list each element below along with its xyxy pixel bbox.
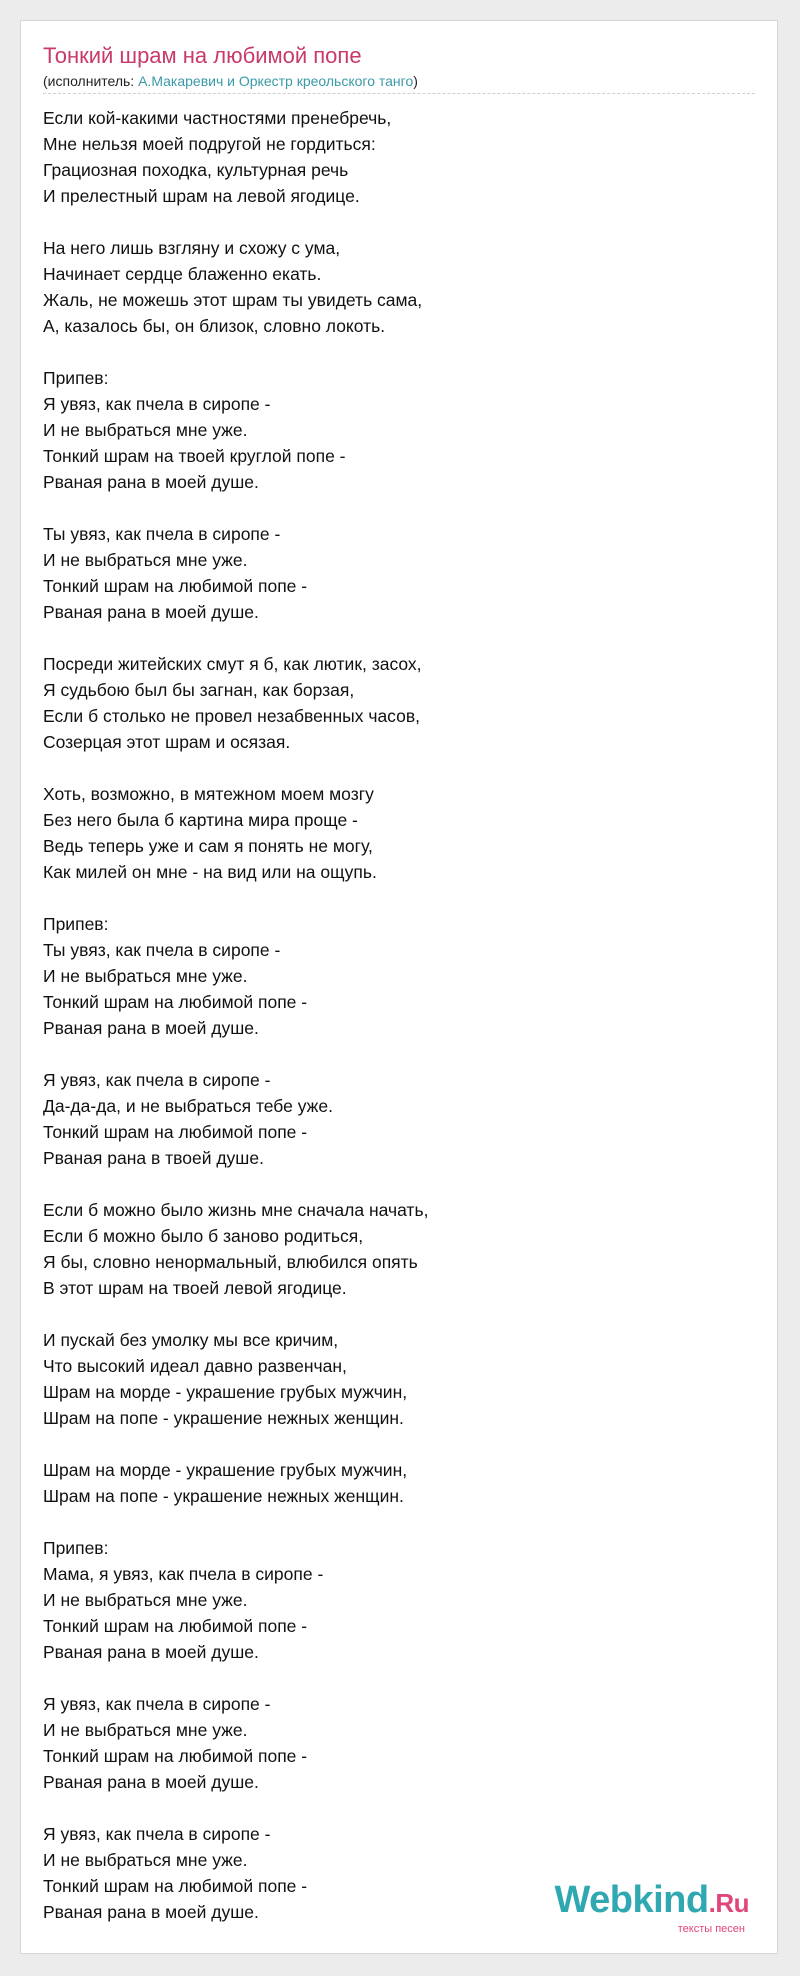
- lyric-line: Грациозная походка, культурная речь: [43, 160, 349, 180]
- lyric-line: Тонкий шрам на любимой попе -: [43, 576, 308, 596]
- lyric-line: Я увяз, как пчела в сиропе -: [43, 1694, 271, 1714]
- stanza: [43, 235, 743, 339]
- lyric-line: Жаль, не можешь этот шрам ты увидеть сама,: [43, 290, 423, 310]
- lyric-line: И не выбраться мне уже.: [43, 1590, 248, 1610]
- stanza: [43, 911, 743, 1041]
- lyric-line: Начинает сердце блаженно екать.: [43, 264, 322, 284]
- lyrics-card: [20, 20, 778, 1954]
- lyric-line: Без него была б картина мира проще -: [43, 810, 358, 830]
- lyric-line: Тонкий шрам на любимой попе -: [43, 1122, 308, 1142]
- lyric-line: Рваная рана в моей душе.: [43, 472, 259, 492]
- lyric-line: Мне нельзя моей подругой не гордиться:: [43, 134, 376, 154]
- lyric-line: Да-да-да, и не выбраться тебе уже.: [43, 1096, 333, 1116]
- performer-prefix: (исполнитель:: [43, 73, 139, 89]
- lyric-line: Мама, я увяз, как пчела в сиропе -: [43, 1564, 324, 1584]
- lyric-line: Припев:: [43, 1538, 109, 1558]
- lyric-line: И не выбраться мне уже.: [43, 1850, 248, 1870]
- lyric-line: Тонкий шрам на твоей круглой попе -: [43, 446, 346, 466]
- lyric-line: Ведь теперь уже и сам я понять не могу,: [43, 836, 373, 856]
- lyric-line: Рваная рана в моей душе.: [43, 1018, 259, 1038]
- stanza: [43, 105, 743, 209]
- lyric-line: Я увяз, как пчела в сиропе -: [43, 1824, 271, 1844]
- lyric-line: Если б столько не провел незабвенных часов,: [43, 706, 421, 726]
- logo-name: Webkind: [554, 1879, 709, 1921]
- lyric-line: Если б можно было б заново родиться,: [43, 1226, 364, 1246]
- lyric-line: Тонкий шрам на любимой попе -: [43, 1876, 308, 1896]
- lyric-line: И не выбраться мне уже.: [43, 966, 248, 986]
- lyric-line: И не выбраться мне уже.: [43, 550, 248, 570]
- lyric-line: Что высокий идеал давно развенчан,: [43, 1356, 347, 1376]
- lyric-line: Созерцая этот шрам и осязая.: [43, 732, 291, 752]
- lyric-line: Я увяз, как пчела в сиропе -: [43, 1070, 271, 1090]
- lyrics-body: [43, 105, 743, 1951]
- lyric-line: Припев:: [43, 914, 109, 934]
- site-logo[interactable]: [549, 1879, 749, 1935]
- lyric-line: Шрам на попе - украшение нежных женщин.: [43, 1486, 404, 1506]
- lyric-line: Тонкий шрам на любимой попе -: [43, 1746, 308, 1766]
- stanza: [43, 1067, 743, 1171]
- lyric-line: Шрам на попе - украшение нежных женщин.: [43, 1408, 404, 1428]
- lyric-line: И не выбраться мне уже.: [43, 420, 248, 440]
- lyric-line: Припев:: [43, 368, 109, 388]
- lyric-line: На него лишь взгляну и схожу с ума,: [43, 238, 341, 258]
- lyric-line: Рваная рана в моей душе.: [43, 1772, 259, 1792]
- lyric-line: Хоть, возможно, в мятежном моем мозгу: [43, 784, 374, 804]
- stanza: [43, 1327, 743, 1431]
- lyric-line: Ты увяз, как пчела в сиропе -: [43, 940, 281, 960]
- lyric-line: Ты увяз, как пчела в сиропе -: [43, 524, 281, 544]
- lyric-line: Шрам на морде - украшение грубых мужчин,: [43, 1382, 408, 1402]
- lyric-line: Рваная рана в твоей душе.: [43, 1148, 264, 1168]
- stanza: [43, 521, 743, 625]
- logo-wordmark: [554, 1879, 749, 1922]
- title-divider: [43, 93, 755, 94]
- stanza: [43, 1691, 743, 1795]
- lyric-line: Рваная рана в моей душе.: [43, 602, 259, 622]
- lyric-line: Рваная рана в моей душе.: [43, 1642, 259, 1662]
- lyric-line: Если б можно было жизнь мне сначала начать,: [43, 1200, 429, 1220]
- lyric-line: Посреди житейских смут я б, как лютик, засох,: [43, 654, 422, 674]
- logo-tld: .Ru: [708, 1888, 749, 1918]
- page-title: Тонкий шрам на любимой попе: [43, 43, 362, 68]
- lyric-line: Я судьбою был бы загнан, как борзая,: [43, 680, 355, 700]
- lyric-line: И пускай без умолку мы все кричим,: [43, 1330, 339, 1350]
- lyric-line: Как милей он мне - на вид или на ощупь.: [43, 862, 377, 882]
- lyric-line: А, казалось бы, он близок, словно локоть.: [43, 316, 386, 336]
- lyric-line: В этот шрам на твоей левой ягодице.: [43, 1278, 347, 1298]
- performer-link[interactable]: А.Макаревич и Оркестр креольского танго: [138, 73, 414, 89]
- lyric-line: Если кой-какими частностями пренебречь,: [43, 108, 392, 128]
- lyric-line: Тонкий шрам на любимой попе -: [43, 1616, 308, 1636]
- stanza: [43, 365, 743, 495]
- lyric-line: Я бы, словно ненормальный, влюбился опять: [43, 1252, 418, 1272]
- lyric-line: И прелестный шрам на левой ягодице.: [43, 186, 360, 206]
- lyric-line: Шрам на морде - украшение грубых мужчин,: [43, 1460, 408, 1480]
- stanza: [43, 651, 743, 755]
- stanza: [43, 1197, 743, 1301]
- lyric-line: Тонкий шрам на любимой попе -: [43, 992, 308, 1012]
- logo-tagline: тексты песен: [677, 1923, 745, 1935]
- stanza: [43, 1535, 743, 1665]
- stanza: [43, 781, 743, 885]
- stanza: [43, 1457, 743, 1509]
- performer-line: [43, 73, 418, 90]
- lyric-line: Рваная рана в моей душе.: [43, 1902, 259, 1922]
- lyric-line: И не выбраться мне уже.: [43, 1720, 248, 1740]
- lyric-line: Я увяз, как пчела в сиропе -: [43, 394, 271, 414]
- performer-suffix: ): [413, 73, 418, 89]
